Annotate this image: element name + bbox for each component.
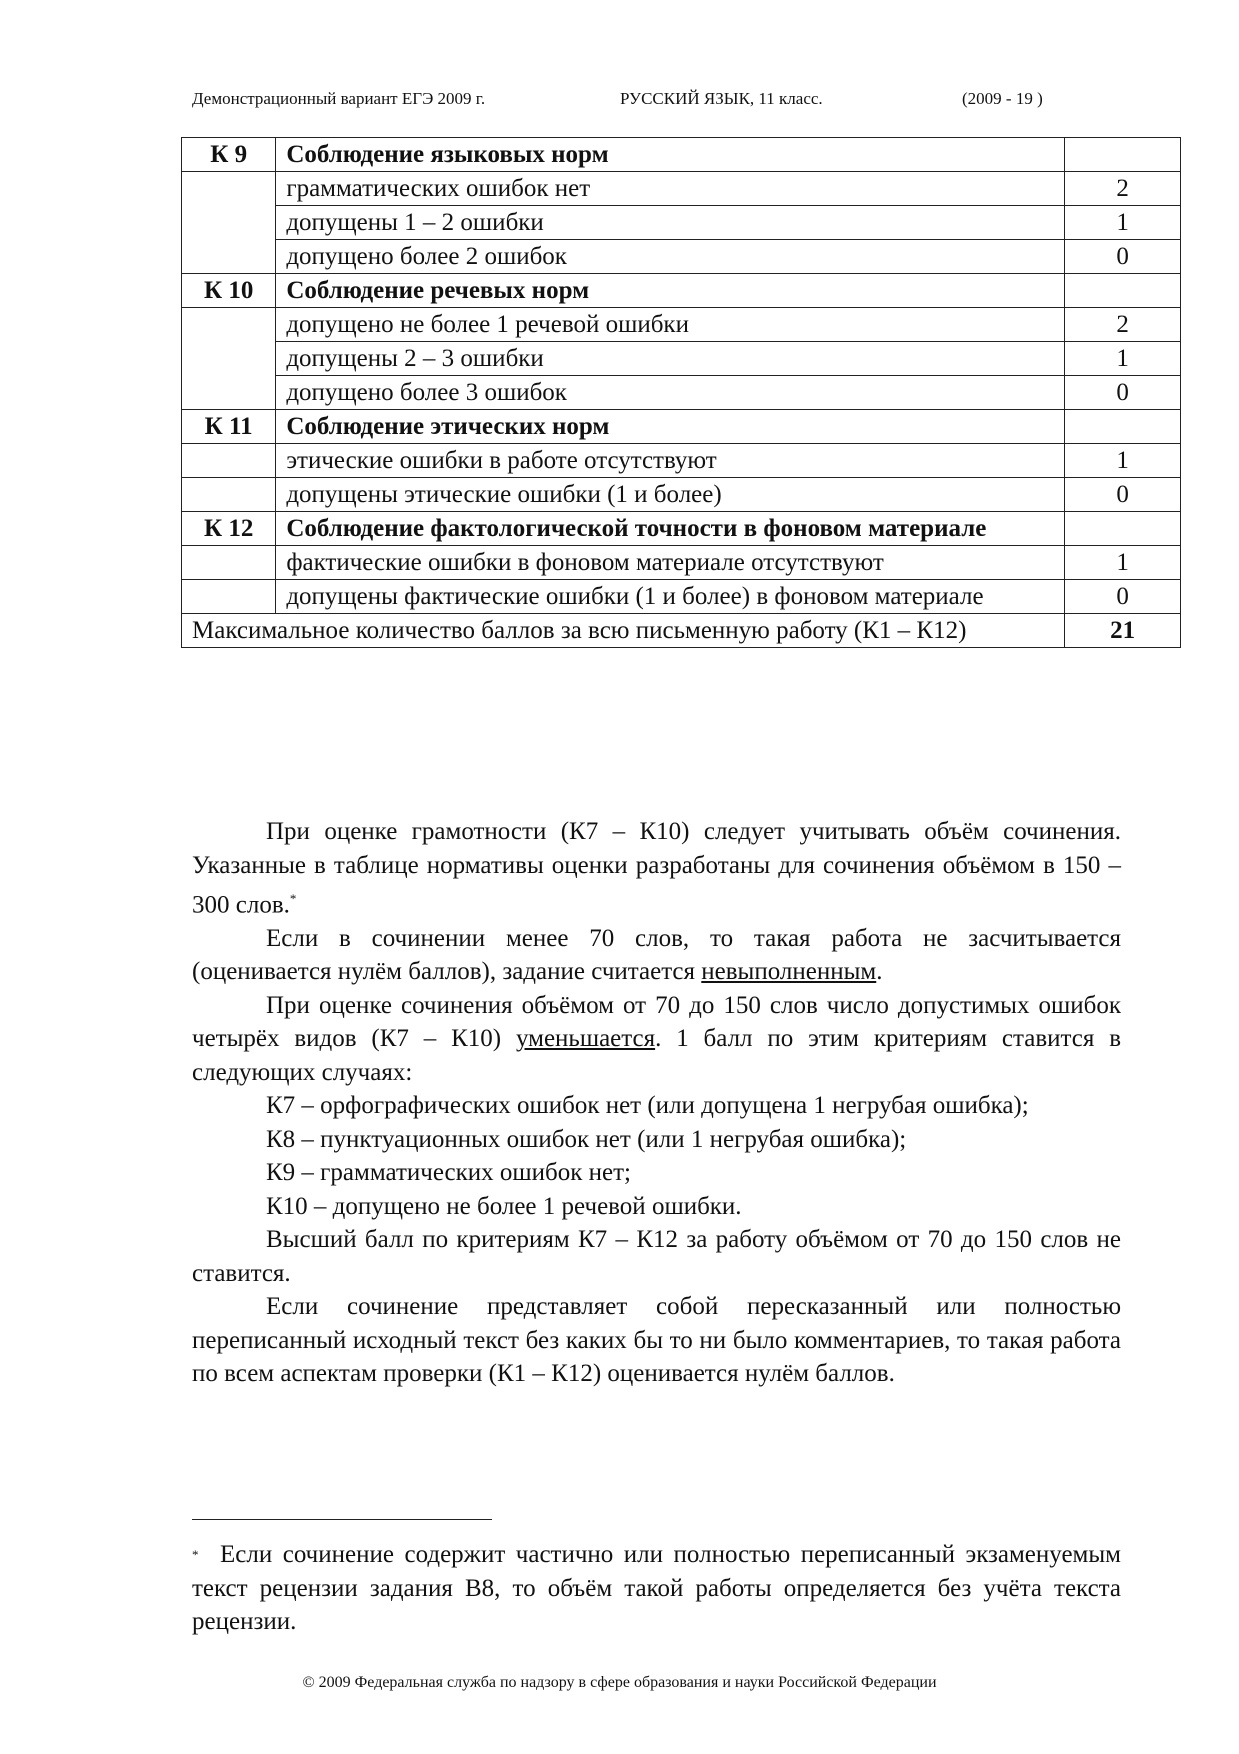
criterion-points: 0	[1065, 478, 1181, 512]
paragraph: Высший балл по критериям К7 – К12 за работу объёмом от 70 до 150 слов не ставится.	[192, 1226, 1121, 1287]
criterion-code: К 10	[182, 274, 276, 308]
table-row	[182, 342, 1181, 376]
criterion-desc: грамматических ошибок нет	[276, 172, 1065, 206]
table-row	[182, 512, 1181, 546]
paragraph: К10 – допущено не более 1 речевой ошибки.	[266, 1192, 742, 1220]
criterion-title: Соблюдение этических норм	[276, 410, 1065, 444]
criterion-desc: допущены фактические ошибки (1 и более) в фоновом материале	[276, 580, 1065, 614]
criterion-code: К 9	[182, 138, 276, 172]
paragraph: К8 – пунктуационных ошибок нет (или 1 негрубая ошибка);	[266, 1125, 907, 1153]
header-page-code: (2009 - 19 )	[962, 89, 1043, 108]
header-subject: РУССКИЙ ЯЗЫК, 11 класс.	[620, 89, 823, 108]
table-row	[182, 478, 1181, 512]
table-row	[182, 410, 1181, 444]
criterion-desc: допущены 2 – 3 ошибки	[276, 342, 1065, 376]
criterion-title: Соблюдение фактологической точности в фоновом материале	[276, 512, 1065, 546]
table-row	[182, 240, 1181, 274]
criterion-desc: фактические ошибки в фоновом материале отсутствуют	[276, 546, 1065, 580]
page-header	[192, 89, 1062, 115]
criterion-points: 0	[1065, 376, 1181, 410]
criterion-desc: допущено более 3 ошибок	[276, 376, 1065, 410]
paragraph: К9 – грамматических ошибок нет;	[266, 1159, 632, 1187]
footnote-ref: *	[289, 891, 297, 906]
footnote	[192, 1538, 1121, 1639]
footnote-divider	[192, 1519, 492, 1520]
total-label: Максимальное количество баллов за всю письменную работу (К1 – К12)	[182, 614, 1065, 648]
criterion-desc: допущены этические ошибки (1 и более)	[276, 478, 1065, 512]
header-left: Демонстрационный вариант ЕГЭ 2009 г.	[192, 89, 486, 108]
footnote-mark: *	[192, 1547, 199, 1562]
table-row	[182, 274, 1181, 308]
body-text	[192, 815, 1121, 1391]
paragraph: При оценке грамотности (К7 – К10) следует учитывать объём сочинения. Указанные в таблице нормативы оценки разработаны для сочинения объёмом в 150 – 300 слов.*	[192, 818, 1121, 919]
criterion-points: 1	[1065, 206, 1181, 240]
table-row	[182, 376, 1181, 410]
criterion-points: 2	[1065, 172, 1181, 206]
paragraph: Если в сочинении менее 70 слов, то такая работа не засчитывается (оценивается нулём баллов), задание считается невыполненным.	[192, 924, 1121, 986]
criterion-title: Соблюдение речевых норм	[276, 274, 1065, 308]
table-row-total	[182, 614, 1181, 648]
criteria-table	[181, 137, 1181, 648]
total-points: 21	[1065, 614, 1181, 648]
criterion-points: 0	[1065, 580, 1181, 614]
paragraph: При оценке сочинения объёмом от 70 до 150 слов число допустимых ошибок четырёх видов (К7 – К10) уменьшается. 1 балл по этим критериям ставится в следующих случаях:	[192, 991, 1121, 1086]
criterion-code: К 11	[182, 410, 276, 444]
page-footer: © 2009 Федеральная служба по надзору в сфере образования и науки Российской Федерации	[302, 1674, 937, 1691]
criterion-title: Соблюдение языковых норм	[276, 138, 1065, 172]
criterion-points: 1	[1065, 546, 1181, 580]
criterion-desc: допущены 1 – 2 ошибки	[276, 206, 1065, 240]
table-row	[182, 172, 1181, 206]
criterion-points: 0	[1065, 240, 1181, 274]
paragraph: К7 – орфографических ошибок нет (или допущена 1 негрубая ошибка);	[266, 1092, 1029, 1120]
table-row	[182, 138, 1181, 172]
criterion-points: 2	[1065, 308, 1181, 342]
criterion-points: 1	[1065, 444, 1181, 478]
criterion-desc: допущено не более 1 речевой ошибки	[276, 308, 1065, 342]
table-row	[182, 546, 1181, 580]
paragraph: Если сочинение представляет собой пересказанный или полностью переписанный исходный текст без каких бы то ни было комментариев, то такая работа по всем аспектам проверки (К1 – К12) оценивается нулём баллов.	[192, 1293, 1121, 1388]
table-row	[182, 206, 1181, 240]
table-row	[182, 580, 1181, 614]
criterion-desc: этические ошибки в работе отсутствуют	[276, 444, 1065, 478]
table-row	[182, 308, 1181, 342]
table-row	[182, 444, 1181, 478]
criterion-desc: допущено более 2 ошибок	[276, 240, 1065, 274]
footnote-text: Если сочинение содержит частично или полностью переписанный экзаменуемым текст рецензии задания В8, то объём такой работы определяется без учёта текста рецензии.	[192, 1541, 1121, 1635]
criterion-points: 1	[1065, 342, 1181, 376]
criterion-code: К 12	[182, 512, 276, 546]
